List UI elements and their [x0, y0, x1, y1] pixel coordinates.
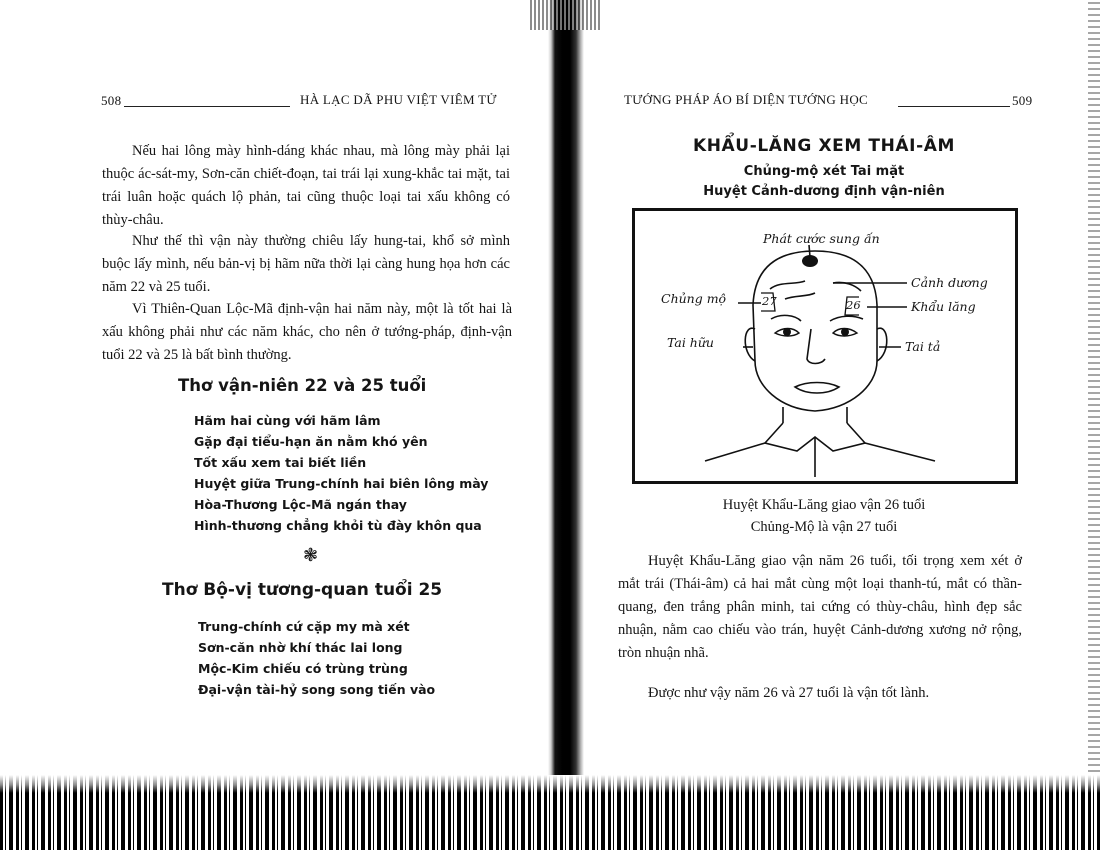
left-header-rule: [124, 106, 290, 107]
right-running-head: TƯỚNG PHÁP ÁO BÍ DIỆN TƯỚNG HỌC: [624, 92, 868, 107]
poem-1-line: Huyệt giữa Trung-chính hai biên lông mày: [194, 476, 489, 491]
poem-1-title: Thơ vận-niên 22 và 25 tuổi: [178, 376, 427, 395]
section-subtitle-2: Huyệt Cảnh-dương định vận-niên: [703, 184, 945, 199]
label-phat-cuoc: Phát cước sung ấn: [763, 231, 880, 246]
label-tai-huu: Tai hữu: [667, 335, 714, 350]
right-paragraph-1: Huyệt Khẩu-Lăng giao vận năm 26 tuổi, tối trọng xem xét ở mắt trái (Thái-âm) cả hai mắt cùng một loại thanh-tú, mắt có thần-quang, đen trắng phân minh, tai cứng có thùy-châu, hình đẹp sắc nhuận, nằm cao chiếu vào trán, huyệt Cảnh-dương xương nở rộng, tròn nhuận nhã.: [618, 553, 1022, 661]
left-running-head: HÀ LẠC DÃ PHU VIỆT VIÊM TỬ: [300, 92, 497, 107]
right-page-number: 509: [1012, 93, 1033, 108]
scan-bottom-edge: [0, 775, 1100, 850]
poem-1-line: Hãm hai cùng với hãm lâm: [194, 413, 381, 428]
left-paragraph-2: Như thế thì vận này thường chiêu lấy hung-tai, khổ sở mình buộc lấy mình, nếu bản-vị bị hãm nữa thời lại càng hung họa hơn các năm 22 và 25 tuổi.: [102, 233, 510, 295]
book-gutter: [548, 0, 584, 850]
left-page-number: 508: [101, 93, 122, 108]
poem-2-line: Mộc-Kim chiếu có trùng trùng: [198, 661, 408, 676]
poem-1-line: Hòa-Thương Lộc-Mã ngán thay: [194, 497, 407, 512]
poem-2-line: Đại-vận tài-hỷ song song tiến vào: [198, 682, 436, 697]
poem-1-line: Hình-thương chẳng khỏi tù đày khôn qua: [194, 518, 482, 533]
left-paragraph-1: Nếu hai lông mày hình-dáng khác nhau, mà lông mày phải lại thuộc ác-sát-my, Sơn-căn chiết-đoạn, tai trái lại xung-khắc tai mặt, tai trái luân hoặc quách lộ phản, tai cũng thuộc loại tai xấu không có thùy-châu.: [102, 143, 510, 228]
right-header-rule: [898, 106, 1010, 107]
label-canh-duong: Cảnh dương: [911, 275, 988, 290]
poem-1-line: Tốt xấu xem tai biết liền: [194, 455, 367, 470]
label-27: 27: [762, 294, 777, 308]
poem-2: [198, 616, 435, 700]
gutter-noise: [530, 0, 600, 30]
label-chung-mo: Chủng mộ: [661, 291, 727, 306]
figure-caption-1: Huyệt Khẩu-Lăng giao vận 26 tuổi: [722, 497, 926, 513]
right-paragraph-2: Được như vậy năm 26 và 27 tuổi là vận tốt lành.: [648, 685, 930, 701]
poem-2-title: Thơ Bộ-vị tương-quan tuổi 25: [162, 580, 443, 600]
label-26: 26: [846, 298, 861, 312]
poem-1: [194, 410, 488, 536]
label-khau-lang: Khẩu lăng: [911, 299, 976, 314]
section-title: KHẨU-LĂNG XEM THÁI-ÂM: [692, 136, 956, 156]
section-subtitle-1: Chủng-mộ xét Tai mặt: [743, 164, 905, 179]
poem-2-line: Trung-chính cứ cặp my mà xét: [198, 619, 410, 634]
page-edge-noise: [1088, 0, 1100, 790]
poem-1-line: Gặp đại tiểu-hạn ăn nằm khó yên: [194, 434, 428, 449]
poem-2-line: Sơn-căn nhờ khí thác lai long: [198, 640, 403, 655]
label-tai-ta: Tai tả: [905, 339, 941, 354]
ornament-icon: ❃: [303, 545, 319, 565]
left-paragraph-3: Vì Thiên-Quan Lộc-Mã định-vận hai năm này, một là tốt hai là xấu không phải như các năm khác, cho nên ở tướng-pháp, định-vận tuổi 22 và 25 là bất bình thường.: [102, 301, 512, 363]
figure-caption-2: Chủng-Mộ là vận 27 tuổi: [750, 519, 898, 535]
face-diagram: [632, 208, 1018, 484]
